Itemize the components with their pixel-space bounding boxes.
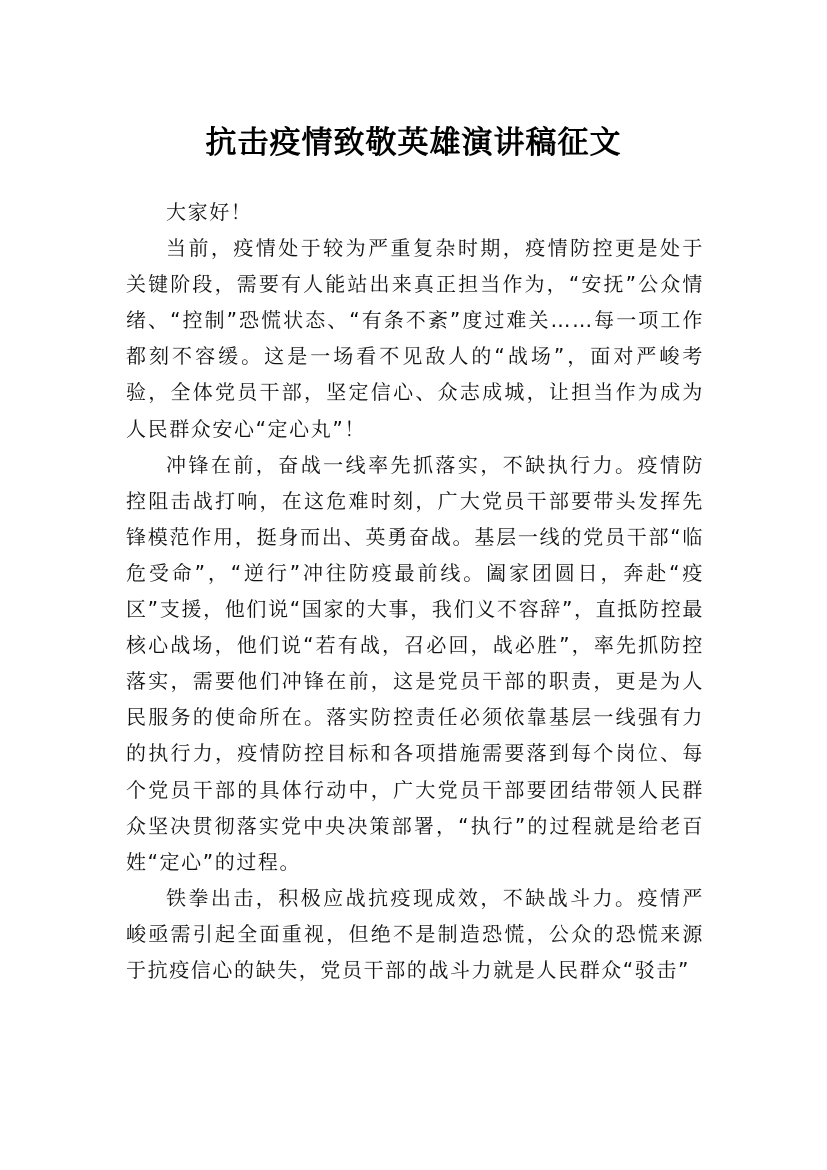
document-title: 抗击疫情致敬英雄演讲稿征文 bbox=[205, 124, 622, 161]
paragraph-greeting: 大家好！ bbox=[166, 200, 253, 224]
document-body bbox=[126, 194, 704, 988]
paragraph-frontline: 冲锋在前，奋战一线率先抓落实，不缺执行力。疫情防控阻击战打响，在这危难时刻，广大党员干部要带头发挥先锋模范作用，挺身而出、英勇奋战。基层一线的党员干部“临危受命”，“逆行”冲往防疫最前线。阖家团圆日，奔赴“疫区”支援，他们说“国家的大事，我们义不容辞”，直抵防控最核心战场，他们说“若有战，召必回，战必胜”，率先抓防控落实，需要他们冲锋在前，这是党员干部的职责，更是为人民服务的使命所在。落实防控责任必须依靠基层一线强有力的执行力，疫情防控目标和各项措施需要落到每个岗位、每个党员干部的具体行动中，广大党员干部要团结带领人民群众坚决贯彻落实党中央决策部署，“执行”的过程就是给老百姓“定心”的过程。 bbox=[126, 452, 704, 874]
paragraph-intro: 当前，疫情处于较为严重复杂时期，疫情防控更是处于关键阶段，需要有人能站出来真正担当作为，“安抚”公众情绪、“控制”恐慌状态、“有条不紊”度过难关……每一项工作都刻不容缓。这是一场看不见敌人的“战场”，面对严峻考验，全体党员干部，坚定信心、众志成城，让担当作为成为人民群众安心“定心丸”！ bbox=[126, 236, 704, 441]
paragraph-fight: 铁拳出击，积极应战抗疫现成效，不缺战斗力。疫情严峻亟需引起全面重视，但绝不是制造恐慌，公众的恐慌来源于抗疫信心的缺失，党员干部的战斗力就是人民群众“驳击” bbox=[126, 885, 704, 982]
